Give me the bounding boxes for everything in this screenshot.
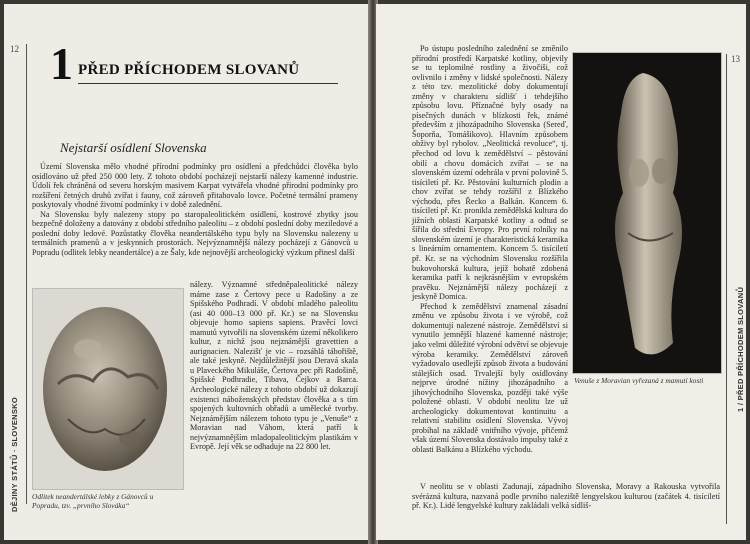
- page-number-left: 12: [10, 44, 19, 54]
- chapter-title: PŘED PŘÍCHODEM SLOVANŮ: [78, 62, 300, 78]
- skull-cast-image: [33, 289, 183, 489]
- right-bottom-text: [412, 482, 720, 511]
- skull-photo: [32, 288, 184, 490]
- chapter-number: 1: [50, 38, 73, 89]
- page-number-right: 13: [731, 54, 740, 64]
- intro-paragraph-2: Na Slovensku byly nalezeny stopy po staropaleolitickém osídlení, kostrové zbytky jsou bezpečně doloženy a datovány z období středního paleolitu – z období poslední doby meziledové a poslední doby ledové. Pozůstatky člověka neandertálského typu byly na Slovensku nalezeny u termálních pramenů a v jeskynních prostorách. Nejvýznamnější nálezy pocházejí z Gánovců u Popradu (odlitek lebky neandertálce) a ze Šaly, kde nejnovější archeologický výzkum přinesl další: [32, 209, 358, 257]
- venus-figurine-image: [573, 53, 721, 373]
- chapter-title-rule: [78, 83, 338, 84]
- left-column-text: [190, 280, 358, 452]
- right-column-paragraph-1: Po ústupu posledního zalednění se změnilo přírodní prostředí Karpatské kotliny, objevily se tu teplomilné rostliny a živočiši, což ovlivnilo i změny v lidské společnosti. Nálezy z této tzv. mezolitické doby dokumentují změny v charakteru sídlišť i tehdejšího způsobu lovu. Příznačné byly osady na písečných dunách v blízkosti řek, známé především z jihozápadního Slovenska (Sereď, Šoporňa, Tomášikovo). Hlavním způsobem obživy byl rybolov. „Neolitická revoluce“, tj. přechod od lovu k zemědělství – pěstování obilí a chovu domácích zvířat – se na slovenském území odehrála v první polovině 5. tisíciletí př. Kr. Pěstování kulturních plodin a chov zvířat se tehdy rozšířil z Blízkého východu, přes Řecko a Balkán. Koncem 6. tisíciletí př. Kr. pronikla zemědělská kultura do jižních oblastí Karpatské kotliny a odtud se šířila do střední Evropy. Pro první rolníky na slovenském území je charakteristická keramika s lineárním ornamentem. Koncem 5. tisíciletí př. Kr. se na východním Slovensku rozšířila bukovohorská kultura, jejíž bohatě zdobená keramika patří k nejkrásnějším v evropském pravěku. Nejznámější nálezy pocházejí z jeskyně Domica.: [412, 44, 568, 302]
- intro-paragraph-1: Území Slovenska mělo vhodné přírodní podmínky pro osídlení a předchůdci člověka bylo osídlováno už před 250 000 lety. Z tohoto období pocházejí nejstarší nálezy kamenné industrie. Údolí řek chráněná od severu horským masivem Karpat vytvářela vhodné přírodní podmínky pro rozšíření četných druhů zvířat i fauny, což zároveň přitahovalo lovce. Početné termální prameny poskytovaly vhodné životní podmínky i v době zalednění.: [32, 162, 358, 210]
- right-side-label: 1 / PŘED PŘÍCHODEM SLOVANŮ: [736, 286, 745, 412]
- left-column-paragraph: nálezy. Významné středněpaleolitické nálezy máme zase z Čertovy pece u Radošiny a ze Spišského Podhradí. V období mladého paleolitu (asi 40 000–13 000 př. Kr.) se na Slovensku objevuje homo sapiens sapiens. Pravěcí lovci mamutů vytvořili na slovenském území několikero kultur, z nichž jsou nejznámější gravettien a aurignacien. Nalezišť je vic – rozsáhlá tábořiště, ale také jeskyně. Nejdůležitější jsou Deravá skala u Plaveckého Mikuláše, Čertova pec při Radošině, Spišské Podhradie, Tibava, Čejkov a Barca. Archeologické nálezy z tohoto období už dokazují existenci náboženských představ člověka a s tím spojených kultovních obřadů a umělecké tvorby. Nejznámějším nálezem tohoto typu je „Venuše“ z Moravian nad Váhom, která patří k nejvýznamnějším mladopaleolitickým plastikám v Evropě. Její věk se odhaduje na 22 800 let.: [190, 280, 358, 452]
- right-page: [376, 4, 746, 540]
- skull-photo-caption: Odlitek neandertálské lebky z Gánovců u Popradu, tzv. „prvního Slováka“: [32, 492, 154, 510]
- right-column-text: [412, 44, 568, 455]
- margin-rule: [26, 44, 27, 504]
- venus-photo-caption: Venuše z Moravian vyřezaná z mamutí kosti: [574, 376, 704, 385]
- margin-rule-right: [726, 54, 727, 524]
- section-title: Nejstarší osídlení Slovenska: [60, 140, 207, 155]
- venus-photo: [572, 52, 722, 374]
- left-side-label: DĚJINY STÁTŮ · SLOVENSKO: [10, 397, 19, 512]
- intro-text: [32, 162, 358, 257]
- right-bottom-paragraph: V neolitu se v oblasti Zadunají, západního Slovenska, Moravy a Rakouska vytvořila svérázná kultura, nazvaná podle prvního naleziště lengyelskou kulturou (začátek 4. tisíciletí př. Kr.). Lidé lengyelské kultury zakládali velká sídliš-: [412, 482, 720, 511]
- right-column-paragraph-2: Přechod k zemědělství znamenal zásadní změnu ve způsobu života i ve výrobě, což dokumentují nalezené nástroje. Zemědělství si vynutilo jemnější hlazené kamenné nástroje; jako velmi důležité výrobní odvětví se objevuje výroba keramiky. Zemědělství zároveň vyžadovalo usedlejší způsob života a budování stálejších osad. Trvalejší byly osídlovány nejprve úrodné nížiny jihozápadního a jihovýchodního Slovenska, později také výše položené oblasti. V období neolitu lze už archeologicky dokumentovat kontinuitu a relativní stabilitu osídlení Slovenska. Vývoj probíhal na základě vnitřního vývoje, přičemž však území Slovenska dostávalo impulsy také z oblasti Balkánu a Blízkého východu.: [412, 301, 568, 454]
- left-page: [4, 4, 370, 540]
